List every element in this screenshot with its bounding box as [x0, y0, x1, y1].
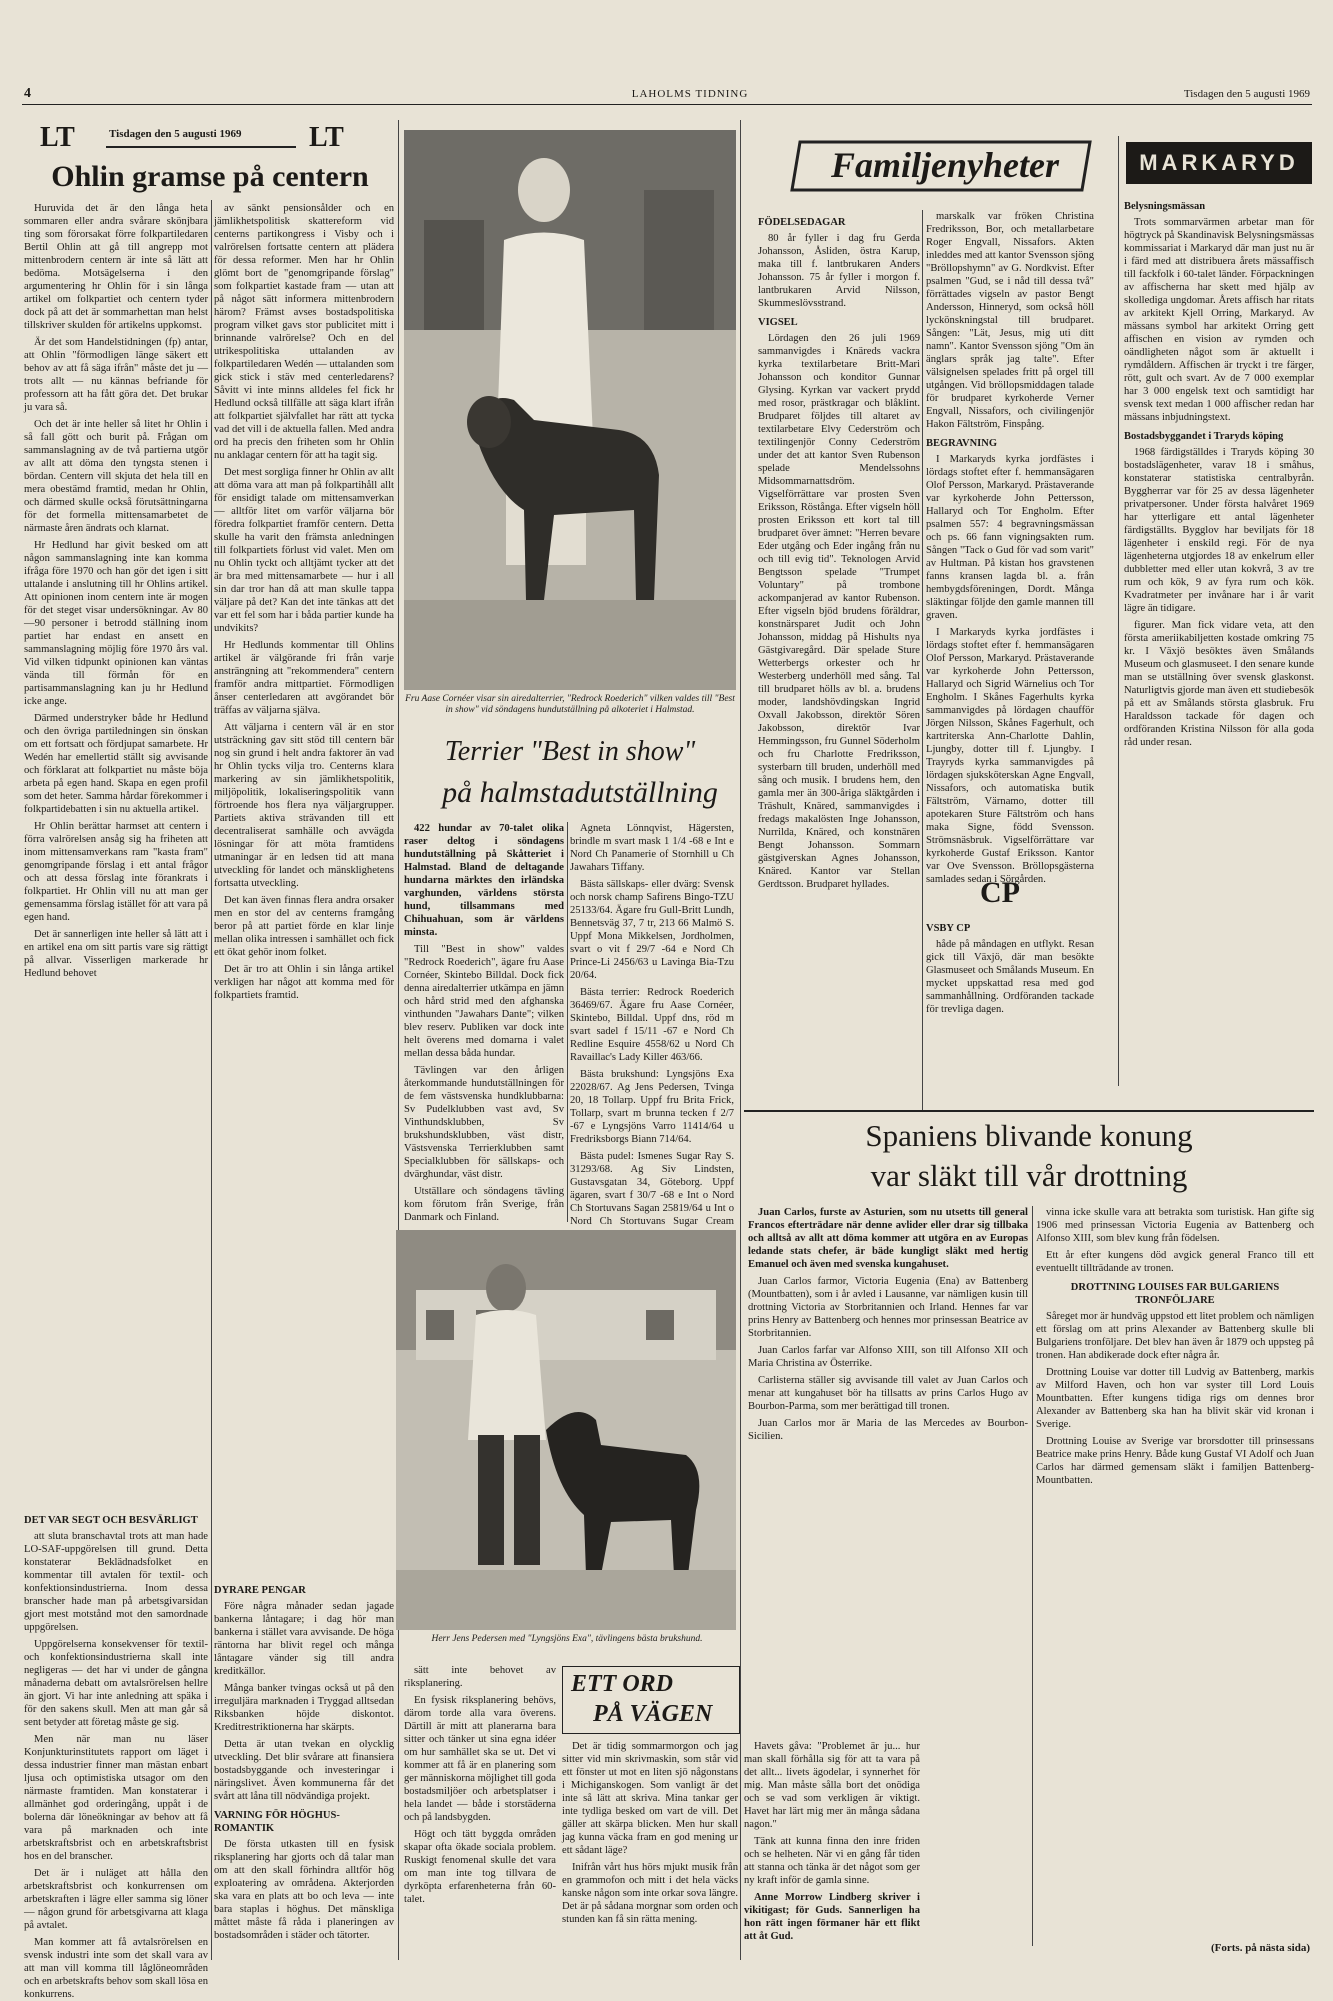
terrier-headline-2: på halmstadutställning — [442, 776, 718, 809]
paragraph: Är det som Handelstidningen (fp) antar, att Ohlin "förmodligen länge säkert ett behov av att få säga ifrån" måste det ju — trots allt — nu kännas befriande för professorn att ha fått göra det. Det brukar ju vara så. — [24, 337, 208, 413]
paragraph: Ett år efter kungens död avgick general Franco till ett eventuellt tillträdande av tronen. — [1036, 1250, 1314, 1274]
markaryd-column — [1124, 194, 1314, 1074]
photo-brukshund — [396, 1230, 736, 1630]
column-divider — [1118, 136, 1119, 1086]
section-heading: Belysningsmässan — [1124, 201, 1206, 212]
column-divider — [1032, 1206, 1033, 1946]
paragraph: Lördagen den 26 juli 1969 sammanvigdes i Knäreds vackra kyrka textilarbetare Britt-Mari Johansson och konditor Gunnar Glysing. Kyrkan var vackert prydd med rosor, prästkragar och blåklint. Brudparet följdes till altaret av textilarbetare Elvy Cederström och textilingenjör Conny Cederström under det att kantor Sven Rubenson spelade Mendelssohns Midsommarnattsdröm. Vigselförrättare var prosten Sven Eriksson, Röstånga. Efter vigseln höll prosten Eriksson ett kort tal till brudparet över ämnet: "Herren bevare Eder utgång och Eder ingång från nu och till evig tid". Teknologen Arvid Bengtsson spelade "Trumpet Voluntary" på trombone ackompanjerad av kantor Rubenson. Efter vigseln bjöd brudens föräldrar, konstnärsparet Judit och John Johansson, middag på Hishults nya Gästgivaregård. Där spelade Sture Wetterbergs orkester och hr Westerberg underhöll med sång. Tal till brudparet hölls av bl. a. brudens moder, landshövdingskan Ingrid Oxvall Jakobsson, direktör Sören Jakobsson, direktör Ivar Hemmingsson, fru Gunnel Söderholm och fru Charlotte Fredriksson, systerbarn till bruden, underhöll med sång och musik. I brudens hem, den gamla mer än 300-åriga släktgården i Träshult, Knäred, sammanvigdes i fredags makalösten Inge Johansson, Nurrilda, Knäred, och konstnären Bengt Johansson. Sommarn gästgiverskan Agnes Johansson, Knäred. Kantor var Stellan Gerdtsson. Brudparet hyllades. — [758, 333, 920, 890]
paragraph: En fysisk riksplanering behövs, därom torde alla vara överens. Därtill är mitt att planerarna bara sitter och tänker ut sina egna idéer om hur samhället ska se ut. Det vi kommer att få är en planering som ger människorna möjlighet till goda bostadsmiljöer och arbetsplatser i hela landet — både i storstäderna och på landsbygden. — [404, 1695, 556, 1823]
lt-header-date: Tisdagen den 5 augusti 1969 — [109, 128, 242, 140]
photo-caption: Herr Jens Pedersen med "Lyngsjöns Exa", tävlingens bästa brukshund. — [431, 1634, 703, 1644]
paragraph: Bästa brukshund: Lyngsjöns Exa 22028/67. Ag Jens Pedersen, Tvinga 20, 18 Tollarp. Uppf fru Brita Frick, Tollarp, svart m brunna tecken f 2/7 -67 e Lyngsjöns Varro 11414/64 u Fredriksborgs Biann 714/64. — [570, 1069, 734, 1145]
column-divider — [922, 210, 923, 1110]
lt-header — [24, 120, 394, 152]
subheading: DET VAR SEGT OCH BESVÄRLIGT — [24, 1515, 198, 1526]
paragraph: Bästa sällskaps- eller dvärg: Svensk och norsk champ Safirens Bingo-TZU 25133/64. Ägare fru Gull-Britt Lundh, Bennetsväg 37, 7 tr, 213 66 Malmö S. Uppf Mona Mikkelsen, Jordholmen, svart o vit f 29/7 -64 e Nord Ch Prince-Li 2456/63 u Lavinga Bia-Tzu 20/64. — [570, 879, 734, 981]
column-divider — [398, 120, 399, 1960]
paragraph: Före några månader sedan jagade bankerna låntagare; i dag hör man bankerna i stället vara avvisande. De höga räntorna har blivit regel och många låntagare vänder sig till andra kreditkällor. — [214, 1601, 394, 1677]
markaryd-header — [1126, 142, 1312, 184]
continued-note: (Forts. på nästa sida) — [1210, 1942, 1310, 1954]
paragraph: Men när man nu läser Konjunkturinstitutets rapport om läget i dessa industrier finner man mästan enbart ljusa och optimistiska utsagor om den närmaste framtiden. Man konstaterar i allmänhet god orderingång, uppåt i de bolerna där löneökningar av behov att få vara på marknaden och inte arbetskraftsbrist och en arbetskraftsbrist hos en del branscher. — [24, 1734, 208, 1862]
paragraph: Inifrån vårt hus hörs mjukt musik från en grammofon och mitt i det hela väcks kanske någon som inte orkar sova längre. Det är på sådana morgnar som orden och stunden kan få sin rätta mening. — [562, 1862, 738, 1925]
paragraph: 1968 färdigställdes i Traryds köping 30 bostadslägenheter, varav 18 i småhus, konstaterar statistiska centralbyrån. Byggherrar var för 25 av dessa lägenheter privatpersoner. Under första halvåret 1969 har ytterligare ett antal lägenheter färdigställts. Bygglov har beviljats för 18 lägenheter i enskild regi. För de nya lägenheterna utgjordes 18 av enkelrum eller dubbletter med eller utan kokvrå, 3 av tre rum och kök, 9 av fyra rum och kök. Kvadratmeter per invånare har i år varit lägre än tidigare. — [1124, 447, 1314, 614]
column-divider — [740, 120, 741, 1960]
paragraph: Juan Carlos farfar var Alfonso XIII, son till Alfonso XII och Maria Christina av Österrike. — [748, 1345, 1028, 1369]
section-heading: VIGSEL — [758, 317, 798, 328]
cp-column — [926, 916, 1094, 1096]
paragraph: Högt och tätt byggda områden skapar ofta ökade sociala problem. Ruskigt fenomenal skulle det vara om man inte tog tillvara de dyrköpta erfarenheterna från 60-talet. — [404, 1829, 556, 1905]
paragraph: Man kommer att få avtalsrörelsen en svensk industri inte som det skall vara av att man vill komma till låglöneområden och en arbetskrafts behov som skall lösa en konkurrens. — [24, 1937, 208, 2000]
paragraph: sätt inte behovet av riksplanering. — [404, 1665, 556, 1689]
paragraph: 80 år fyller i dag fru Gerda Johansson, Åsliden, östra Karup, maka till f. lantbrukaren Anders Johansson. 75 år fyller i morgon f. lantbrukaren Arvid Nilsson, Skummeslövsstrand. — [758, 233, 920, 309]
ett-ord-title-2: PÅ VÄGEN — [593, 1701, 713, 1727]
paragraph: Det är tro att Ohlin i sin långa artikel verkligen har något att komma med för folkpartiets framtid. — [214, 964, 394, 1001]
paragraph: Utställare och söndagens tävling kom förutom från Sverige, från Danmark och Finland. — [404, 1186, 564, 1223]
paper-name: LAHOLMS TIDNING — [631, 88, 749, 100]
header-rule — [22, 104, 1312, 105]
paragraph: Och det är inte heller så litet hr Ohlin i så fall gött och burit på. Frågan om sammanslagning av de två partierna utgör av allt att döma den tyngsta stenen i bördan. Centern vill skjuta det hela till en mera obestämd framtid, medan hr Ohlin, och därmed skulle också förutsättningarna för det formella mittensamarbetet de närmaste åren ändrats och klarnat. — [24, 419, 208, 534]
paragraph: Hr Ohlin berättar harmset att centern i förra valrörelsen ansåg sig ha friheten att inom mittensamverkans ram "kasta fram" genomgripande förslag i ett antal frågor och att dessa förslag inte förankrats i folkpartiet. Hr Ohlin vill nu att man ger gemensamma förslag istället för att vara på egen hand. — [24, 821, 208, 923]
paragraph: Det mest sorgliga finner hr Ohlin av allt att döma vara att man på folkpartihåll allt för ensidigt talade om mittensamverkan — alltför litet om varför väljarna bör föredra folkpartiet framför centern. Detta skulle ha varit den främsta anledningen till folkpartiets förlust vid valet. Men om nu Ohlin tyckt och alltjämt tycker att det är bra med mittensamarbete — hur i all sin dar tror han då att man skulle tappa väljare på det? Kan det inte tänkas att det var ett fel som har i båda partier kunde ha undvikits? — [214, 467, 394, 634]
lt-column-1 — [24, 202, 208, 1502]
terrier-column-1 — [404, 822, 564, 1222]
header-date: Tisdagen den 5 augusti 1969 — [1183, 88, 1310, 100]
terrier-headline-1: Terrier "Best in show" — [444, 736, 696, 767]
subheading: DROTTNING LOUISES FAR BULGARIENS TRONFÖLJARE — [1070, 1282, 1280, 1306]
paragraph: Drottning Louise av Sverige var brorsdotter till prinsessans Beatrice make prins Henry. Både kung Gustaf VI Adolf och Juan Carlos har därmed gemensam släkt i familjen Battenberg-Mountbatten. — [1036, 1436, 1314, 1486]
lt-logo-left: LT — [40, 122, 75, 153]
subheading: DYRARE PENGAR — [214, 1585, 306, 1596]
lead-paragraph: Juan Carlos, furste av Asturien, som nu utsetts till general Francos efterträdare när denne avlider eller drar sig tillbaka och alltså av allt att döma kommer att utgöra en av Europas ledande stats chefer, är bäde kungligt släkt med hertig Emanuel och även med svenska kungahuset. — [748, 1207, 1028, 1270]
paragraph: Bästa terrier: Redrock Roederich 36469/67. Ägare fru Aase Cornéer, Skintebo, Billdal. Uppf dns, röd m svart sadel f 15/11 -67 e Nord Ch Redline Esquire 4558/62 u Nord Ch Ravaillac's Lady Killer 463/66. — [570, 987, 734, 1063]
lt-header-rule — [106, 146, 296, 148]
lt-column-2 — [214, 202, 394, 1562]
ett-ord-box — [562, 1666, 740, 1734]
paragraph: Det kan även finnas flera andra orsaker men en stor del av centerns framgång beror på att partiet förde en klar linje mellan olika intressen i samhället och fick ett ökat gehör inom folket. — [214, 895, 394, 958]
ett-ord-column-2 — [744, 1740, 920, 1962]
paragraph: av sänkt pensionsålder och en jämlikhetspolitisk skattereform vid centerns partikongress i Visby och i valrörelsen fortsatte centern att plädera för dessa reformer. Men har hr Ohlin glömt bort de "genomgripande förslag" som folkpartiet kastade fram — utan att på något sätt informera mittenbrodern härom? Främst avses bostadspolitiska program vilket gavs stor publicitet mitt i brinnande valrörelse? Och en del utrikespolitiska uttalanden av folkpartiledaren Wedén — uttalanden som gick stick i stäv med centerledarens? Såvitt vi inte minns alldeles fel fick hr Hedlund också tillfälle att säga klart ifrån att folkpartiet självfallet har rätt att tycka vad det vill i de aktuella fallen. Med andra ord ha precis den friheten som hr Ohlin nu anklagar centern för att ha tagit sig. — [214, 203, 394, 461]
paragraph: Därmed understryker både hr Hedlund och den övriga partiledningen sin önskan om ett fortsatt och fördjupat samarbete. Hr Wedén har emellertid ställt sig avvisande och förklarat att folkpartiet nu måste böja arbeta på egen hand. Skapa en egen profil som det heter. Samma hårdar förekommer i folkpartidebatten i sin nu aktuella artikel. — [24, 713, 208, 815]
paragraph: I Markaryds kyrka jordfästes i lördags stoftet efter f. hemmansägaren Olof Persson, Markaryd. Prästaverande var kyrkoherde John Pettersson, Hallaryd och Sigrid Wärnelius och Tor Engholm. I Skånes Fagerhults kyrka sammanvigdes på lördagen chaufför Jörgen Nilsson, Skånes Fagerhult, och kartriterska Ann-Charlotte Dahlin, Ljungby, dotter till f. Ljungby. I Trayryds kyrka sammanvigdes på lördagen sjuksköterskan Agne Engvall, Nissafors, och automatiska butik Fältström, Värnamo, dotter till apotekaren Sture Fältström och hans maka Signe, född Svensson. Strömsnäsbruk. Vigselförrättare var kyrkoherde Gustaf Eriksson. Kantor var Ove Svensson. Bröllopsgästerna samlades sedan i Sörgården. — [926, 627, 1094, 885]
paragraph: Trots sommarvärmen arbetar man för högtryck på Skandinavisk Belysningsmässas kommissariat i Markaryd där man just nu är i färd med att distribuera årets mässaffisch till fackfolk i 60-talet länder. Förpackningen av affischerna har skett med hjälp av skollediga ungdomar. Årets affisch har ritats av arkitekt Kjell Orring, Markaryd. Av mässans symbol har arkitekt Orring gett affischen en vision av rymden och oändligheten något som är aktuellt i rymdåldern. Affischen är tryckt i tre färger, rött, gult och svart. Av de 7 000 exemplar har 3 000 engelsk text och samtidigt har svensk text medan 1 000 affischer redan har mässans inbjudningstext. — [1124, 217, 1314, 423]
paragraph: Havets gåva: "Problemet är ju... hur man skall förhålla sig för att ta vara på det allt... livets ägodelar, i synnerhet för mig. Man måste sålla bort det onödiga och se vad som verkligen är viktigt. Havet har lärt mig mer än många sådana nagon." — [744, 1741, 920, 1830]
paragraph: Drottning Louise var dotter till Ludvig av Battenberg, markis av Milford Haven, och hon var syster till Lord Louis Mountbatten. Efter kungens tidiga rigs om dennes bror Alexander av Battenberg ska han ha blivit skär vid kronan i Sverige. — [1036, 1367, 1314, 1430]
section-heading: Bostadsbyggandet i Traryds köping — [1124, 431, 1284, 442]
spanien-headline-2: var släkt till vår drottning — [870, 1158, 1188, 1193]
paragraph: att sluta branschavtal trots att man hade LO-SAF-uppgörelsen till grund. Detta konstaterar Beklädnadsfolket en kommentar till avtalen för textil- och konfektionsindustrierna. Inom dessa branscher hade man på arbetsgivarsidan gjort mest motstånd mot den samordnade uppgörelsen. — [24, 1531, 208, 1633]
column-divider — [567, 822, 568, 1222]
paragraph: Carlisterna ställer sig avvisande till valet av Juan Carlos och menar att kungahuset bör ha tillsatts av prins Carlos Hugo av Bourbon-Parma, som mer berättigad till tronen. — [748, 1375, 1028, 1412]
spanien-headline-1: Spaniens blivande konung — [865, 1118, 1193, 1153]
paragraph: Att väljarna i centern väl är en stor utsträckning gav sitt stöd till centern bär nog sin grund i helt andra faktorer än vad hr Ohlin tycks vilja tro. Centerns klara markering av sin jämlikhetspolitik, miljöpolitik, lokaliseringspolitik vann förtroende hos flera nya väljargrupper. Partiets aktiva strävanden till ett decentraliserat samhälle och avvägda lösningar för att möta framtidens utmaningar är en ledsen tid att mana utveckling för landet och mänsklighetens fortsatta utveckling. — [214, 722, 394, 889]
paragraph: Agneta Lönnqvist, Hägersten, brindle m svart mask 1 1/4 -68 e Int e Nord Ch Panamerie of Stornhill u Ch Jawahars Tiffany. — [570, 823, 734, 873]
section-rule — [744, 1110, 1314, 1112]
column-divider — [211, 200, 212, 1960]
paragraph: Bästa pudel: Ismenes Sugar Ray S. 31293/68. Ag Siv Lindsten, Gustavsgatan 34, Göteborg. Uppf ägaren, svart f 30/7 -68 e Int o Nord Ch Stortuvans Sagan 25819/64 u Int o Nord Ch Stortuvans Sugar Cream — [570, 1151, 734, 1227]
paragraph: Det är i nuläget att hålla den arbetskraftsbrist och konkurrensen om arbetskraften i lägre eller samma sig löner — någon grund för arbetsgivarna att klaga på avtalet. — [24, 1868, 208, 1931]
spanien-column-1 — [748, 1206, 1028, 1746]
paragraph: Tänk att kunna finna den inre friden och se helheten. När vi en gång får tiden att stanna och tänka är det något som ger ny kraft inför de gamla sinne. — [744, 1836, 920, 1886]
subheading: VARNING FÖR HÖGHUS-ROMANTIK — [214, 1810, 340, 1834]
paragraph: Detta är utan tvekan en olycklig utveckling. Det blir svårare att finansiera bostadsbyggande och investeringar i näringslivet. Även kommunerna får det svårt att låna till nödvändiga projekt. — [214, 1739, 394, 1802]
paragraph: De första utkasten till en fysisk riksplanering har gjorts och då talar man om att den skall förhindra alltför hög exploatering av områdena. Akterjorden ska vara en plats att bo och leva — inte bara staplas i höghus. Det mänskliga måttet måste få råda i planeringen av bostadsområden i städer och tätorter. — [214, 1839, 394, 1941]
paragraph: Tävlingen var den årligen återkommande hundutställningen för de fem västsvenska hundklubbarna: Sv Pudelklubben vast avd, Sv Vinthundsklubben, Sv brukshundsklubben, väst distr, Västsvenska Terrierklubben samt Specialklubben för sällskaps- och dvärghundar, väst distr. — [404, 1065, 564, 1180]
paragraph: Juan Carlos mor är Maria de las Mercedes av Bourbon-Sicilien. — [748, 1418, 1028, 1442]
terrier-column-3 — [404, 1664, 556, 1960]
lt-column-2b — [214, 1578, 394, 1958]
familjenyheter-title: Familjenyheter — [831, 145, 1059, 185]
paragraph: Till "Best in show" valdes "Redrock Roederich", ägare fru Aase Cornéer, Skintebo Billdal. Dock fick denna airedalterrier utkämpa en jämn och hård strid med den afghanska vinthunden "Jawahars Dante"; vilken blev reserv. Publiken var dock inte helt överens med domarna i valet mellan dessa båda hundar. — [404, 944, 564, 1059]
paragraph: vinna icke skulle vara att betrakta som turistisk. Han gifte sig 1906 med prinsessan Victoria Eugenia av Battenberg och Alfonso XIII, som blev kung från födelsen. — [1036, 1207, 1314, 1244]
paragraph: Det är tidig sommarmorgon och jag sitter vid min skrivmaskin, som står vid ett fönster ut mot en liten sjö någonstans i Michiganskogen. Som vanligt är det inte så lätt att skriva. Mina tankar ger inte tydliga besked om vart de vill. Det gäller att skärpa blicken. Men hur skall jag kunna väcka fram en god mening ur ett sådant läge? — [562, 1741, 738, 1856]
section-heading: BEGRAVNING — [926, 438, 997, 449]
paragraph: Juan Carlos farmor, Victoria Eugenia (Ena) av Battenberg (Mountbatten), som i år avled i Lausanne, var nämligen kusin till drottning Victoria av Storbritannien och Irland. Hennes far var prins Henry av Battenberg och hennes mor prinsessan Beatrice av Storbritannien. — [748, 1276, 1028, 1339]
paragraph: Anne Morrow Lindberg skriver i vikitigast; för Guds. Sannerligen ha hon rätt ingen förmaner här ett flikt att åt Gud. — [744, 1892, 920, 1942]
lt-title: Ohlin gramse på centern — [51, 160, 369, 193]
spanien-column-2 — [1036, 1206, 1314, 1936]
paragraph: Många banker tvingas också ut på den irreguljära marknaden i Tryggad alltsedan Riksbanken höjde diskontot. Kreditrestriktionerna har skärpts. — [214, 1683, 394, 1733]
familjenyheter-banner — [790, 136, 1100, 196]
markaryd-title: MARKARYD — [1139, 150, 1299, 175]
paragraph: I Markaryds kyrka jordfästes i lördags stoftet efter f. hemmansägaren Olof Persson, Markaryd. Prästaverande var kyrkoherde John Pettersson, Hallaryd och Tor Engholm. Efter psalmen 557: 4 begravningsmässan och ps. 66 fann vigningsakten rum. Sången "Tack o Gud för vad som varit" av Hultman. På kistan hos gravstenen fanns kransen lagda bl. a. från hembygdsföreningen, Dordt. Många släktingar följde den gamle mannen till graven. — [926, 454, 1094, 621]
paragraph: Uppgörelserna konsekvenser för textil- och konfektionsindustrierna skall inte negligeras — det har vi under de gångna månaderna debatt om avtalsrörelsen hellre än gjort. Vi har inte anledning att späka i för den sakens skull. Men att man går så sent betyder att företag måste ge sig. — [24, 1639, 208, 1728]
section-heading: FÖDELSEDAGAR — [758, 217, 846, 228]
ett-ord-title-1: ETT ORD — [571, 1671, 673, 1697]
familj-column-2 — [926, 210, 1094, 885]
paragraph: Det är sannerligen inte heller så lätt att i en artikel ena om sitt partis vare sig rättigt på allvar. Visserligen markerade hr Hedlund behovet — [24, 929, 208, 979]
terrier-column-2 — [570, 822, 734, 1227]
paragraph: marskalk var fröken Christina Fredriksson, Bor, och metallarbetare Roger Engvall, Nissafors. Akten inleddes med att kantor Svensson sjöng "Bröllopshymn" av G. Nordkvist. Efter psalmen "Gud, se i nåd till dessa två" förrättades vigseln av pastor Bengt Andersson, Hinneryd, som också höll lyckönskningstal till brudparet. Sången: "Lät, Jesus, mig uti ditt namn". Kantor Svensson sjöng "Om än änglars språk jag talte". Efter välsignelsen spelades fritt på orgel till utgången. Vid bröllopsmiddagen talade för brudparet kyrkoherde Verner Engvall, Nissafors, och civilingenjör Hakon Fältström, Finspång. — [926, 211, 1094, 430]
photo-airedale-terrier — [404, 130, 736, 690]
lt-logo-right: LT — [309, 122, 344, 153]
paragraph: 422 hundar av 70-talet olika raser deltog i söndagens hundutställning på Skåtteriet i Halmstad. Bland de deltagande hundarna märktes den irländska varghunden, världens största hund, tillsammans med Chihuahuan, som är världens minsta. — [404, 823, 564, 938]
photo-caption: Fru Aase Cornéer visar sin airedalterrier, "Redrock Roederich" vilken valdes till "Best in show" vid söndagens hundutställning på alkoteriet i Halmstad. — [405, 694, 735, 715]
paragraph: håde på måndagen en utflykt. Resan gick till Växjö, där man besökte Glasmuseet och Smålands Museum. En mycket uppskattad resa med god sammanhållning. Ordföranden tackade för trevliga dagen. — [926, 939, 1095, 1015]
ett-ord-column-1 — [562, 1740, 738, 1962]
paragraph: Huruvida det är den långa heta sommaren eller andra svårare skönjbara ting som förorsakat förre folkpartiledaren Bertil Ohlin att gå till angrepp mot mittenbrodern centern är inte så lätt att bedöma. Motsägelserna i den argumentering hr Ohlin för i sin långa artikel om folkpartiet och centern tyder dock på att det är sommarhettan man helst tillskriver skulden för artikelns uppkomst. — [24, 203, 208, 331]
lt-column-1b — [24, 1508, 208, 2000]
paragraph: figurer. Man fick vidare veta, att den första ameriikabiljetten kostade omkring 75 kr. I Växjö besöktes även Smålands Museum och glasmuseet. I den senare kunde man se utställning över svensk glaskonst. Naturligtvis gjorde man även ett studiebesök på ett av Smålands största glasbruk. Fru Haraldsson tackade för dagen och ordföranden Kristina Nilsson för alla goda råd under resan. — [1124, 620, 1314, 748]
page-number: 4 — [24, 86, 31, 101]
cp-badge: CP — [980, 876, 1020, 909]
paragraph: Hr Hedlund har givit besked om att någon sammanslagning inte kan komma ifråga före 1970 och han gör det igen i sitt uttalande i anslutning till hr Ohlins artikel. Att opinionen inom centern inte är mogen för det steget visar undersökningar. Av 80—90 personer i betrodd ställning inom partiet har endast en ansett en sammanslagning möjlig före 1970 års val. Vid vilken tidpunkt opinionen kan väntas vända till förmån för en partisammanslagning kan ju hr Hedlund icke ange. — [24, 540, 208, 707]
paragraph: Såreget mor är hundväg uppstod ett litet problem och nämligen ett förslag om att prins Alexander av Battenberg skulle bli Bulgariens tronföljare. Det blev han även år 1879 och uppsteg på tronen. Han abdikerade dock efter några år. — [1036, 1311, 1315, 1361]
section-heading: VSBY CP — [926, 923, 971, 934]
paragraph: Hr Hedlunds kommentar till Ohlins artikel är välgörande fri från varje ansträngning att "rekommendera" centern framför andra mittpartiet. Förmodligen ånser centerledaren att avgörandet bör träffas av väljarna själva. — [214, 640, 394, 716]
